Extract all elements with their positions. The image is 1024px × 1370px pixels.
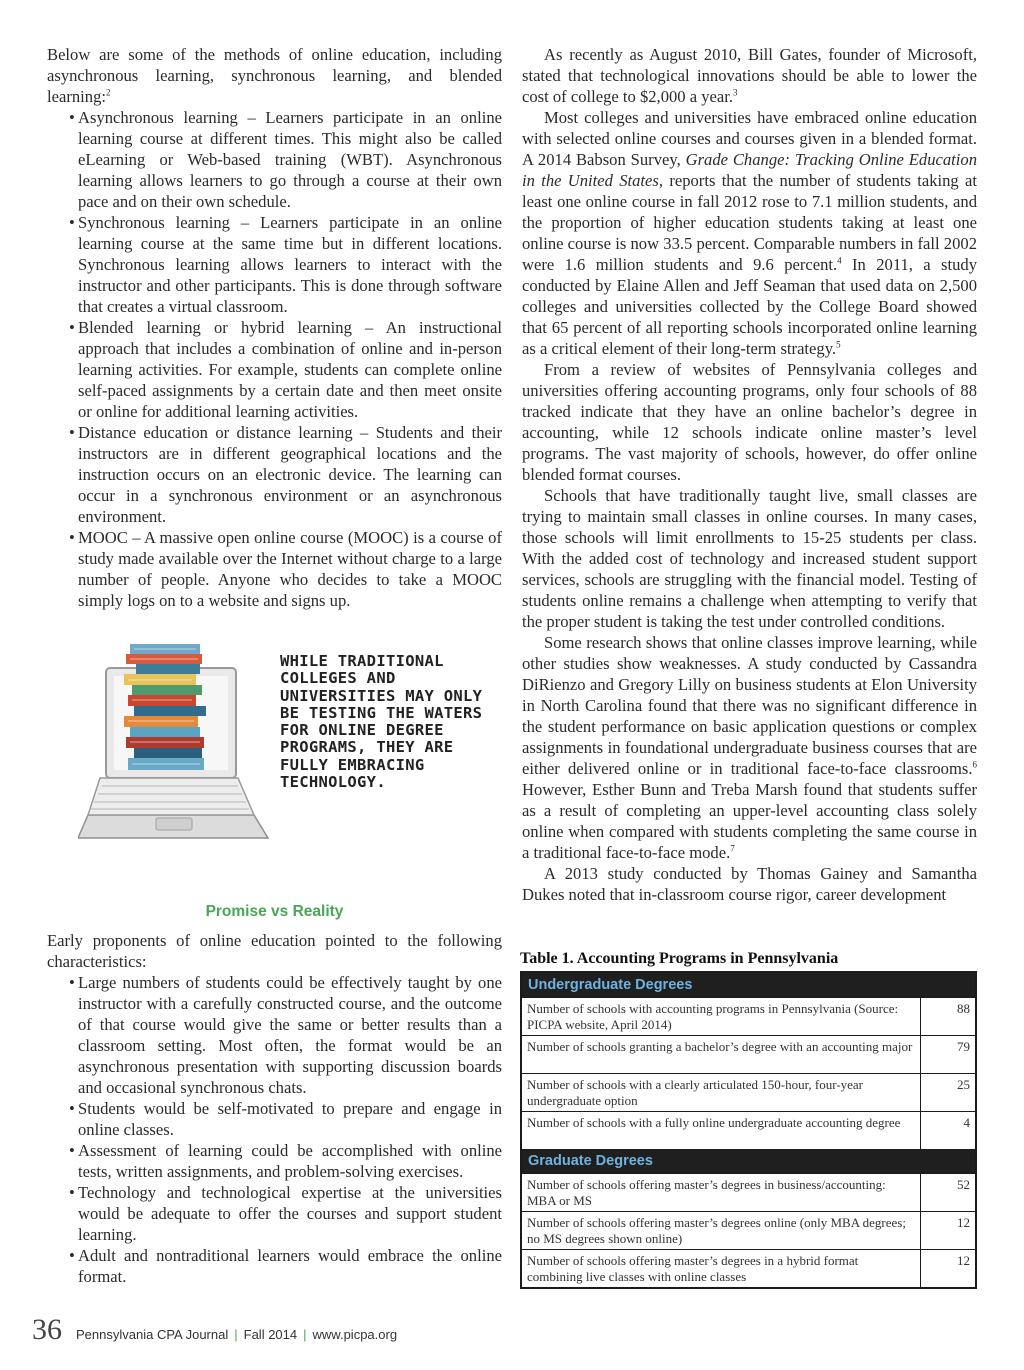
table-cell-desc: Number of schools granting a bachelor’s degree with an accounting major <box>522 1036 921 1073</box>
list-item: • Synchronous learning – Learners participate in an online learning course at the same time but in different locations. Synchronous learning allows learners to interact with the instructor and other participants. This is done through software that creates a virtual classroom. <box>47 212 502 317</box>
table-section-header: Graduate Degrees <box>522 1149 975 1173</box>
left-column-lower <box>47 930 502 1287</box>
table-cell-desc: Number of schools with accounting programs in Pennsylvania (Source: PICPA website, April 2014) <box>522 998 921 1035</box>
pull-quote: WHILE TRADITIONAL COLLEGES AND UNIVERSITIES MAY ONLY BE TESTING THE WATERS FOR ONLINE DEGREE PROGRAMS, THEY ARE FULLY EMBRACING TECHNOLOGY. <box>280 652 483 792</box>
proponents-intro: Early proponents of online education pointed to the following characteristics: <box>47 931 502 971</box>
paragraph <box>522 107 977 359</box>
paragraph-text: Some research shows that online classes improve learning, while other studies show weaknesses. A study conducted by Cassandra DiRienzo and Gregory Lilly on business students at Elon University in North Carolina found that there was no significant difference in the student performance on basic application questions or complex assignments in foundational undergraduate business courses that are either delivered online or in traditional face-to-face classrooms. <box>522 633 977 778</box>
list-item: • MOOC – A massive open online course (MOOC) is a course of study made available over the Internet without charge to a large number of people. Anyone who decides to take a MOOC simply logs on to a website and signs up. <box>47 527 502 611</box>
list-item: • Large numbers of students could be effectively taught by one instructor with a carefully constructed course, and the outcome of that course would give the same or better results than a classroom setting. Most often, the format would be an asynchronous presentation with supporting discussion boards and occasional synchronous chats. <box>47 972 502 1098</box>
table-row <box>522 1073 975 1111</box>
table-cell-desc: Number of schools with a fully online undergraduate accounting degree <box>522 1112 921 1149</box>
table-cell-value: 88 <box>957 1001 970 1016</box>
list-item: • Assessment of learning could be accomplished with online tests, written assignments, and problem-solving exercises. <box>47 1140 502 1182</box>
paragraph-text: Most colleges and universities have embraced online education with selected online courses and courses given in a blended format. A 2014 Babson Survey, <box>522 108 977 169</box>
table-row <box>522 1035 975 1073</box>
section-heading: Promise vs Reality <box>205 903 344 920</box>
intro-paragraph <box>47 44 502 107</box>
footnote-ref: 5 <box>836 339 841 350</box>
table-cell-value: 12 <box>957 1215 970 1230</box>
table-cell-desc: Number of schools offering master’s degrees online (only MBA degrees; no MS degrees shown online) <box>522 1212 921 1249</box>
table-cell-desc: Number of schools with a clearly articulated 150-hour, four-year undergraduate option <box>522 1074 921 1111</box>
list-item: • Students would be self-motivated to prepare and engage in online classes. <box>47 1098 502 1140</box>
paragraph: Schools that have traditionally taught live, small classes are trying to maintain small classes in online courses. In many cases, those schools will limit enrollments to 15-25 students per class. With the added cost of technology and increased student support services, schools are struggling with the financial model. Testing of students online remains a challenge when attempting to verify that the proper student is taking the test under controlled conditions. <box>522 486 977 631</box>
paragraph-text: , reports that the number of students taking at least one online course in fall 2012 rose to 7.1 million students, and the proportion of higher education students taking at least one online course is now 33.5 percent. Comparable numbers in fall 2002 were 1.6 million students and 9.6 percent. <box>522 171 977 274</box>
laptop-books-illustration <box>78 640 278 840</box>
footer-separator: | <box>303 1327 307 1342</box>
proponents-list <box>47 972 502 1287</box>
intro-text: Below are some of the methods of online education, including asynchronous learning, synchronous learning, and blended learning: <box>47 45 502 106</box>
paragraph-text: However, Esther Bunn and Treba Marsh found that students suffer as a result of completing an upper-level accounting class solely online when compared with students completing the same course in a traditional face-to-face mode. <box>522 780 977 862</box>
accounting-programs-table <box>520 971 977 1289</box>
list-item: • Blended learning or hybrid learning – An instructional approach that includes a combination of online and in-person learning activities. For example, students can complete online self-paced assignments by a certain date and then meet onsite or online for additional learning activities. <box>47 317 502 422</box>
page-footer <box>32 1313 397 1347</box>
issue-date: Fall 2014 <box>243 1327 298 1342</box>
table-row <box>522 1211 975 1249</box>
methods-list <box>47 107 502 611</box>
table-row <box>522 1249 975 1287</box>
list-item: • Technology and technological expertise at the universities would be adequate to offer the courses and support student learning. <box>47 1182 502 1245</box>
website-link[interactable]: www.picpa.org <box>312 1327 398 1342</box>
table-cell-value: 52 <box>957 1177 970 1192</box>
left-column <box>47 44 502 611</box>
paragraph-text: In 2011, a study conducted by Elaine Allen and Jeff Seaman that used data on 2,500 colleges and universities collected by the College Board showed that 65 percent of all reporting schools incorporated online learning as a critical element of their long-term strategy. <box>522 255 977 358</box>
paragraph-text: As recently as August 2010, Bill Gates, founder of Microsoft, stated that technological innovations should be able to lower the cost of college to $2,000 a year. <box>522 45 977 106</box>
table-cell-value: 4 <box>963 1115 970 1130</box>
table-row <box>522 1173 975 1211</box>
table-row <box>522 997 975 1035</box>
list-item: • Adult and nontraditional learners would embrace the online format. <box>47 1245 502 1287</box>
table-cell-desc: Number of schools offering master’s degrees in a hybrid format combining live classes with online classes <box>522 1250 921 1287</box>
table-cell-value: 79 <box>957 1039 970 1054</box>
table-row <box>522 1111 975 1149</box>
paragraph <box>522 44 977 107</box>
paragraph: From a review of websites of Pennsylvania colleges and universities offering accounting programs, only four schools of 88 tracked indicate that they have an online bachelor’s degree in accounting, while 12 schools indicate online master’s level programs. The vast majority of schools, however, do offer online blended format courses. <box>522 360 977 484</box>
right-column <box>522 44 977 905</box>
paragraph: A 2013 study conducted by Thomas Gainey and Samantha Dukes noted that in-classroom course rigor, career development <box>522 864 977 904</box>
table-section-header: Undergraduate Degrees <box>522 973 975 997</box>
list-item: • Distance education or distance learning – Students and their instructors are in different geographical locations and the instruction occurs on an electronic device. The learning can occur in a synchronous environment or an asynchronous environment. <box>47 422 502 527</box>
table-cell-value: 12 <box>957 1253 970 1268</box>
footnote-ref: 2 <box>105 87 111 98</box>
footer-separator: | <box>234 1327 238 1342</box>
footnote-ref: 7 <box>730 843 735 854</box>
journal-name: Pennsylvania CPA Journal <box>76 1327 229 1342</box>
table-cell-desc: Number of schools offering master’s degrees in business/accounting: MBA or MS <box>522 1174 921 1211</box>
table-cell-value: 25 <box>957 1077 970 1092</box>
footnote-ref: 6 <box>972 759 977 770</box>
footnote-ref: 3 <box>733 87 738 98</box>
list-item: • Asynchronous learning – Learners participate in an online learning course at different times. This might also be called eLearning or Web-based training (WBT). Asynchronous learning allows learners to go through a course at their own pace and on their own schedule. <box>47 107 502 212</box>
page-number: 36 <box>32 1313 62 1346</box>
table-title: Table 1. Accounting Programs in Pennsylvania <box>520 950 839 967</box>
footnote-ref: 4 <box>837 255 842 266</box>
survey-title: Grade Change: Tracking Online Education in the United States <box>522 150 977 190</box>
paragraph <box>522 632 977 863</box>
